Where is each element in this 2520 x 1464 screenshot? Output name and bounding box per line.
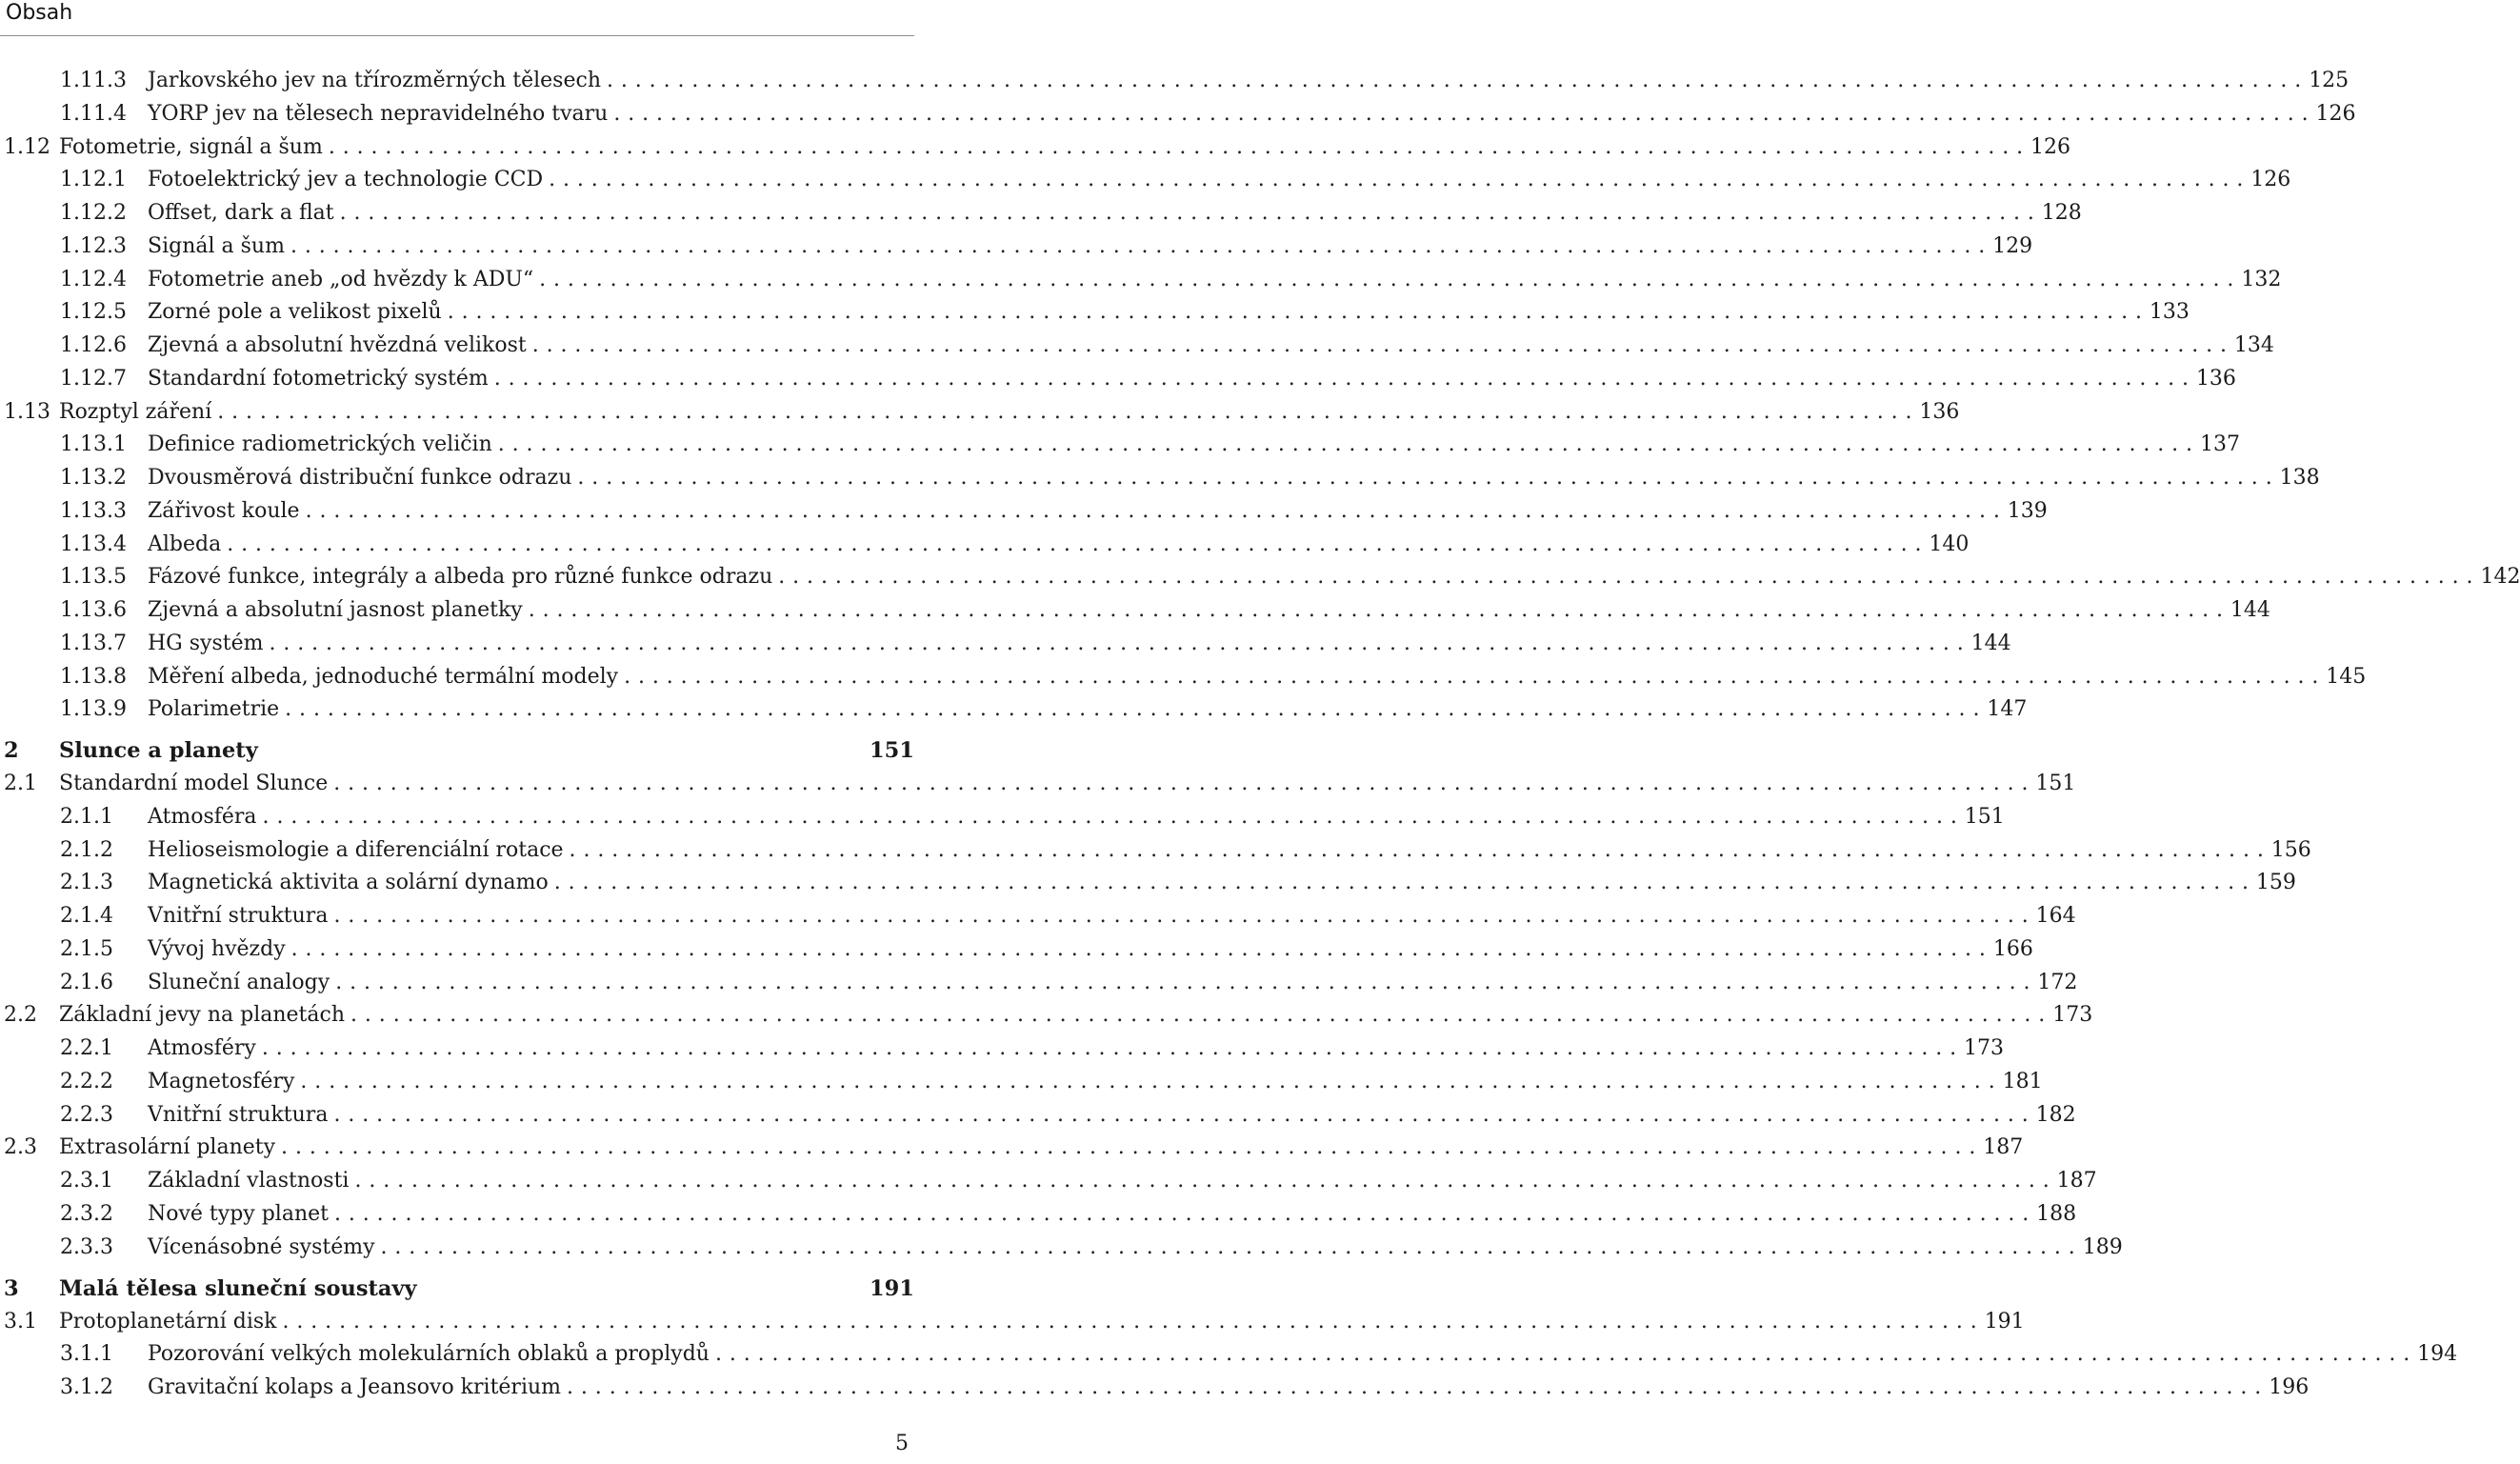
toc-dot-leader: ........................................................................................................................ bbox=[613, 101, 2316, 126]
toc-entry-title: Základní jevy na planetách bbox=[59, 1003, 346, 1028]
toc-entry-number: 2.1.5 bbox=[60, 936, 113, 961]
toc-entry-title: Jarkovského jev na třírozměrných tělesech bbox=[148, 69, 601, 92]
toc-dot-leader: ........................................................................................................................ bbox=[714, 1342, 2418, 1367]
header-title: Obsah bbox=[6, 1, 73, 25]
toc-entry-row[interactable] bbox=[0, 693, 2028, 727]
toc-dot-leader: ........................................................................................................................ bbox=[282, 1309, 1985, 1334]
toc-entry-page: 166 bbox=[1992, 936, 2033, 961]
toc-entry-number: 2.1.1 bbox=[60, 804, 113, 829]
toc-entry-number: 1.12 bbox=[4, 134, 50, 159]
toc-entry-number: 1.12.1 bbox=[60, 168, 127, 192]
toc-dot-leader: ........................................................................................................................ bbox=[333, 1201, 2037, 1226]
toc-entry-number: 1.13 bbox=[4, 399, 50, 424]
running-header bbox=[0, 0, 914, 36]
toc-dot-leader: ........................................................................................................................ bbox=[577, 466, 2280, 490]
toc-entry-page: 132 bbox=[2241, 267, 2282, 291]
toc-entry-number: 2.1.6 bbox=[60, 970, 113, 994]
toc-entry-page: 187 bbox=[1983, 1135, 2024, 1160]
toc-entry-row[interactable] bbox=[0, 495, 2048, 529]
toc-dot-leader: ........................................................................................................................ bbox=[328, 134, 2031, 159]
toc-entry-title: HG systém bbox=[148, 631, 264, 655]
toc-entry-number: 1.13.8 bbox=[60, 664, 127, 689]
toc-entry-page: 126 bbox=[2030, 134, 2071, 159]
toc-entry-number: 1.12.5 bbox=[60, 300, 127, 325]
toc-entry-page: 189 bbox=[2082, 1234, 2123, 1259]
toc-entry-title: Vnitřní struktura bbox=[148, 904, 329, 929]
toc-entry-number: 1.11.3 bbox=[60, 69, 127, 92]
toc-entry-title: Atmosféra bbox=[148, 804, 257, 829]
toc-entry-number: 2.1.3 bbox=[60, 871, 113, 895]
toc-entry-title: Fotometrie, signál a šum bbox=[59, 134, 323, 159]
toc-entry-row[interactable] bbox=[0, 834, 2311, 868]
toc-entry-row[interactable] bbox=[0, 594, 2270, 628]
toc-entry-title: Standardní fotometrický systém bbox=[148, 366, 489, 391]
toc-entry-row[interactable] bbox=[0, 801, 2005, 834]
toc-dot-leader: ........................................................................................................................ bbox=[333, 772, 2036, 796]
toc-entry-number: 2.3.3 bbox=[60, 1234, 113, 1259]
toc-dot-leader: ........................................................................................................................ bbox=[624, 664, 2327, 689]
toc-entry-title: Fázové funkce, integrály a albeda pro různé funkce odrazu bbox=[148, 565, 773, 590]
toc-entry-number: 2.2.2 bbox=[60, 1069, 113, 1093]
toc-entry-title: Vnitřní struktura bbox=[148, 1102, 329, 1127]
toc-entry-title: Helioseismologie a diferenciální rotace bbox=[148, 837, 564, 862]
toc-entry-page: 151 bbox=[2035, 772, 2076, 796]
toc-entry-page: 138 bbox=[2279, 466, 2320, 490]
toc-dot-leader: ........................................................................................................................ bbox=[290, 936, 1993, 961]
toc-dot-leader: ........................................................................................................................ bbox=[281, 1135, 1984, 1160]
toc-entry-page: 191 bbox=[1984, 1309, 2025, 1334]
toc-entry-page: 151 bbox=[870, 738, 914, 764]
toc-entry-number: 3.1.2 bbox=[60, 1375, 113, 1400]
toc-entry-number: 2.2.1 bbox=[60, 1036, 113, 1061]
toc-dot-leader: ........................................................................................................................ bbox=[339, 201, 2042, 225]
toc-entry-row[interactable] bbox=[0, 1306, 2025, 1339]
toc-entry-page: 188 bbox=[2036, 1201, 2077, 1226]
toc-dot-leader: ........................................................................................................................ bbox=[350, 1003, 2053, 1028]
toc-entry-number: 1.12.7 bbox=[60, 366, 127, 391]
toc-entry-page: 128 bbox=[2041, 201, 2082, 225]
toc-entry-page: 194 bbox=[2417, 1342, 2458, 1367]
toc-entry-page: 125 bbox=[2309, 69, 2350, 92]
page-number: 5 bbox=[895, 1432, 909, 1455]
toc-entry-row[interactable] bbox=[0, 264, 2282, 297]
toc-entry-row[interactable] bbox=[0, 628, 2011, 661]
toc-entry-number: 1.12.4 bbox=[60, 267, 127, 291]
toc-entry-row[interactable] bbox=[0, 396, 1960, 430]
toc-entry-title: Měření albeda, jednoduché termální modely bbox=[148, 664, 619, 689]
toc-entry-number: 2 bbox=[4, 738, 19, 764]
toc-entry-number: 1.13.9 bbox=[60, 697, 127, 722]
toc-dot-leader: ........................................................................................................................ bbox=[262, 804, 1965, 829]
toc-entry-page: 145 bbox=[2326, 664, 2367, 689]
toc-entry-page: 137 bbox=[2199, 432, 2240, 457]
toc-entry-title: Zorné pole a velikost pixelů bbox=[148, 300, 442, 325]
toc-dot-leader: ........................................................................................................................ bbox=[333, 1102, 2036, 1127]
toc-dot-leader: ........................................................................................................................ bbox=[607, 69, 2310, 92]
toc-dot-leader: ........................................................................................................................ bbox=[300, 1069, 2003, 1093]
toc-entry-title: Sluneční analogy bbox=[148, 970, 330, 994]
toc-dot-leader: ........................................................................................................................ bbox=[380, 1234, 2083, 1259]
toc-entry-title: Gravitační kolaps a Jeansovo kritérium bbox=[148, 1375, 562, 1400]
toc-dot-leader: ........................................................................................................................ bbox=[269, 631, 1971, 655]
toc-dot-leader: ........................................................................................................................ bbox=[217, 399, 1920, 424]
toc-entry-title: Pozorování velkých molekulárních oblaků a proplydů bbox=[148, 1342, 710, 1367]
toc-entry-page: 164 bbox=[2035, 904, 2076, 929]
toc-entry-row[interactable] bbox=[0, 661, 2367, 694]
toc-dot-leader: ........................................................................................................................ bbox=[497, 432, 2200, 457]
toc-entry-row[interactable] bbox=[0, 1033, 2005, 1066]
toc-dot-leader: ........................................................................................................................ bbox=[354, 1169, 2057, 1193]
toc-entry-row[interactable] bbox=[0, 462, 2320, 495]
toc-dot-leader: ........................................................................................................................ bbox=[569, 837, 2271, 862]
toc-entry-page: 126 bbox=[2250, 168, 2291, 192]
toc-entry-page: 147 bbox=[1987, 697, 2028, 722]
toc-entry-title: Vývoj hvězdy bbox=[148, 936, 286, 961]
toc-dot-leader: ........................................................................................................................ bbox=[227, 531, 1930, 556]
table-of-contents bbox=[0, 65, 2520, 1405]
toc-entry-number: 1.13.4 bbox=[60, 531, 127, 556]
toc-entry-page: 144 bbox=[2230, 598, 2270, 622]
toc-entry-row[interactable] bbox=[0, 768, 2076, 801]
toc-entry-title: Rozptyl záření bbox=[59, 399, 212, 424]
toc-dot-leader: ........................................................................................................................ bbox=[305, 498, 2008, 523]
toc-entry-title: Slunce a planety bbox=[59, 738, 258, 764]
toc-entry-page: 136 bbox=[2195, 366, 2236, 391]
toc-entry-title: YORP jev na tělesech nepravidelného tvaru bbox=[148, 101, 609, 126]
toc-entry-row[interactable] bbox=[0, 933, 2033, 967]
toc-entry-title: Albeda bbox=[148, 531, 222, 556]
toc-dot-leader: ........................................................................................................................ bbox=[539, 267, 2242, 291]
toc-entry-title: Zjevná a absolutní jasnost planetky bbox=[148, 598, 523, 622]
toc-entry-title: Nové typy planet bbox=[148, 1201, 329, 1226]
toc-entry-number: 2.3.1 bbox=[60, 1169, 113, 1193]
toc-dot-leader: ........................................................................................................................ bbox=[335, 970, 2038, 994]
toc-entry-number: 1.12.6 bbox=[60, 333, 127, 357]
toc-entry-title: Fotoelektrický jev a technologie CCD bbox=[148, 168, 544, 192]
toc-entry-row[interactable] bbox=[0, 967, 2078, 1000]
toc-entry-page: 187 bbox=[2056, 1169, 2097, 1193]
toc-entry-page: 140 bbox=[1929, 531, 1970, 556]
toc-entry-row[interactable] bbox=[0, 231, 2033, 264]
toc-entry-row[interactable] bbox=[0, 867, 2296, 900]
toc-entry-row[interactable] bbox=[0, 363, 2236, 396]
toc-entry-page: 136 bbox=[1919, 399, 1960, 424]
toc-entry-title: Standardní model Slunce bbox=[59, 772, 329, 796]
toc-entry-title: Dvousměrová distribuční funkce odrazu bbox=[148, 466, 572, 490]
toc-entry-title: Zjevná a absolutní hvězdná velikost bbox=[148, 333, 527, 357]
toc-entry-page: 144 bbox=[1970, 631, 2011, 655]
toc-entry-row[interactable] bbox=[0, 1338, 2458, 1372]
toc-entry-row[interactable] bbox=[0, 561, 2520, 594]
toc-entry-number: 2.2 bbox=[4, 1003, 37, 1028]
toc-entry-row[interactable] bbox=[0, 529, 1970, 562]
toc-chapter-row[interactable] bbox=[0, 1273, 914, 1306]
toc-entry-title: Extrasolární planety bbox=[59, 1135, 276, 1160]
toc-entry-page: 126 bbox=[2315, 101, 2356, 126]
toc-entry-page: 173 bbox=[2052, 1003, 2093, 1028]
toc-dot-leader: ........................................................................................................................ bbox=[333, 904, 2036, 929]
toc-dot-leader: ........................................................................................................................ bbox=[567, 1375, 2270, 1400]
toc-dot-leader: ........................................................................................................................ bbox=[778, 565, 2481, 590]
toc-dot-leader: ........................................................................................................................ bbox=[447, 300, 2150, 325]
toc-entry-row[interactable] bbox=[0, 1232, 2123, 1265]
toc-entry-row[interactable] bbox=[0, 296, 2190, 330]
toc-entry-row[interactable] bbox=[0, 164, 2291, 197]
toc-entry-number: 2.1 bbox=[4, 772, 37, 796]
toc-entry-number: 3.1 bbox=[4, 1309, 37, 1334]
toc-entry-row[interactable] bbox=[0, 900, 2076, 933]
toc-entry-title: Základní vlastnosti bbox=[148, 1169, 350, 1193]
toc-entry-page: 159 bbox=[2255, 871, 2296, 895]
toc-entry-number: 2.2.3 bbox=[60, 1102, 113, 1127]
toc-entry-row[interactable] bbox=[0, 131, 2071, 165]
toc-entry-page: 139 bbox=[2007, 498, 2048, 523]
toc-entry-number: 1.13.3 bbox=[60, 498, 127, 523]
toc-dot-leader: ........................................................................................................................ bbox=[553, 871, 2256, 895]
toc-dot-leader: ........................................................................................................................ bbox=[261, 1036, 1965, 1061]
toc-entry-row[interactable] bbox=[0, 999, 2093, 1033]
toc-entry-title: Protoplanetární disk bbox=[59, 1309, 277, 1334]
toc-entry-row[interactable] bbox=[0, 65, 2350, 98]
toc-entry-page: 133 bbox=[2149, 300, 2190, 325]
toc-dot-leader: ........................................................................................................................ bbox=[528, 598, 2230, 622]
toc-entry-row[interactable] bbox=[0, 1372, 2310, 1405]
toc-entry-number: 1.12.2 bbox=[60, 201, 127, 225]
toc-chapter-row[interactable] bbox=[0, 734, 914, 768]
toc-entry-page: 172 bbox=[2037, 970, 2078, 994]
toc-dot-leader: ........................................................................................................................ bbox=[290, 233, 1993, 258]
toc-entry-page: 181 bbox=[2002, 1069, 2043, 1093]
toc-entry-row[interactable] bbox=[0, 330, 2274, 363]
toc-entry-title: Definice radiometrických veličin bbox=[148, 432, 492, 457]
toc-entry-page: 196 bbox=[2269, 1375, 2310, 1400]
toc-entry-page: 156 bbox=[2270, 837, 2311, 862]
toc-entry-row[interactable] bbox=[0, 1066, 2043, 1099]
toc-entry-title: Zářivost koule bbox=[148, 498, 300, 523]
toc-entry-number: 1.13.2 bbox=[60, 466, 127, 490]
toc-entry-title: Offset, dark a flat bbox=[148, 201, 334, 225]
toc-entry-number: 3 bbox=[4, 1275, 19, 1301]
toc-entry-row[interactable] bbox=[0, 98, 2356, 131]
toc-entry-page: 182 bbox=[2035, 1102, 2076, 1127]
toc-entry-number: 2.1.4 bbox=[60, 904, 113, 929]
toc-entry-title: Fotometrie aneb „od hvězdy k ADU“ bbox=[148, 267, 534, 291]
toc-entry-title: Magnetosféry bbox=[148, 1069, 295, 1093]
toc-dot-leader: ........................................................................................................................ bbox=[285, 697, 1988, 722]
toc-entry-number: 2.3 bbox=[4, 1135, 37, 1160]
toc-entry-page: 129 bbox=[1992, 233, 2033, 258]
toc-dot-leader: ........................................................................................................................ bbox=[549, 168, 2251, 192]
toc-entry-number: 2.1.2 bbox=[60, 837, 113, 862]
toc-entry-row[interactable] bbox=[0, 429, 2240, 462]
toc-entry-number: 1.12.3 bbox=[60, 233, 127, 258]
toc-entry-row[interactable] bbox=[0, 1165, 2097, 1198]
toc-entry-title: Atmosféry bbox=[148, 1036, 256, 1061]
toc-entry-page: 191 bbox=[870, 1275, 914, 1301]
toc-entry-title: Magnetická aktivita a solární dynamo bbox=[148, 871, 549, 895]
toc-entry-page: 134 bbox=[2233, 333, 2274, 357]
toc-entry-number: 2.3.2 bbox=[60, 1201, 113, 1226]
toc-entry-number: 3.1.1 bbox=[60, 1342, 113, 1367]
toc-dot-leader: ........................................................................................................................ bbox=[531, 333, 2234, 357]
toc-entry-row[interactable] bbox=[0, 1198, 2077, 1232]
toc-entry-row[interactable] bbox=[0, 1099, 2076, 1133]
toc-entry-page: 142 bbox=[2480, 565, 2520, 590]
toc-entry-page: 151 bbox=[1964, 804, 2005, 829]
toc-entry-row[interactable] bbox=[0, 1132, 2024, 1165]
toc-dot-leader: ........................................................................................................................ bbox=[493, 366, 2196, 391]
toc-entry-title: Signál a šum bbox=[148, 233, 285, 258]
toc-entry-title: Vícenásobné systémy bbox=[148, 1234, 375, 1259]
toc-entry-title: Polarimetrie bbox=[148, 697, 280, 722]
toc-entry-title: Malá tělesa sluneční soustavy bbox=[59, 1275, 417, 1301]
toc-entry-number: 1.13.5 bbox=[60, 565, 127, 590]
toc-entry-row[interactable] bbox=[0, 197, 2082, 231]
toc-entry-number: 1.13.7 bbox=[60, 631, 127, 655]
toc-entry-page: 173 bbox=[1964, 1036, 2005, 1061]
toc-entry-number: 1.13.6 bbox=[60, 598, 127, 622]
toc-entry-number: 1.11.4 bbox=[60, 101, 127, 126]
toc-entry-number: 1.13.1 bbox=[60, 432, 127, 457]
